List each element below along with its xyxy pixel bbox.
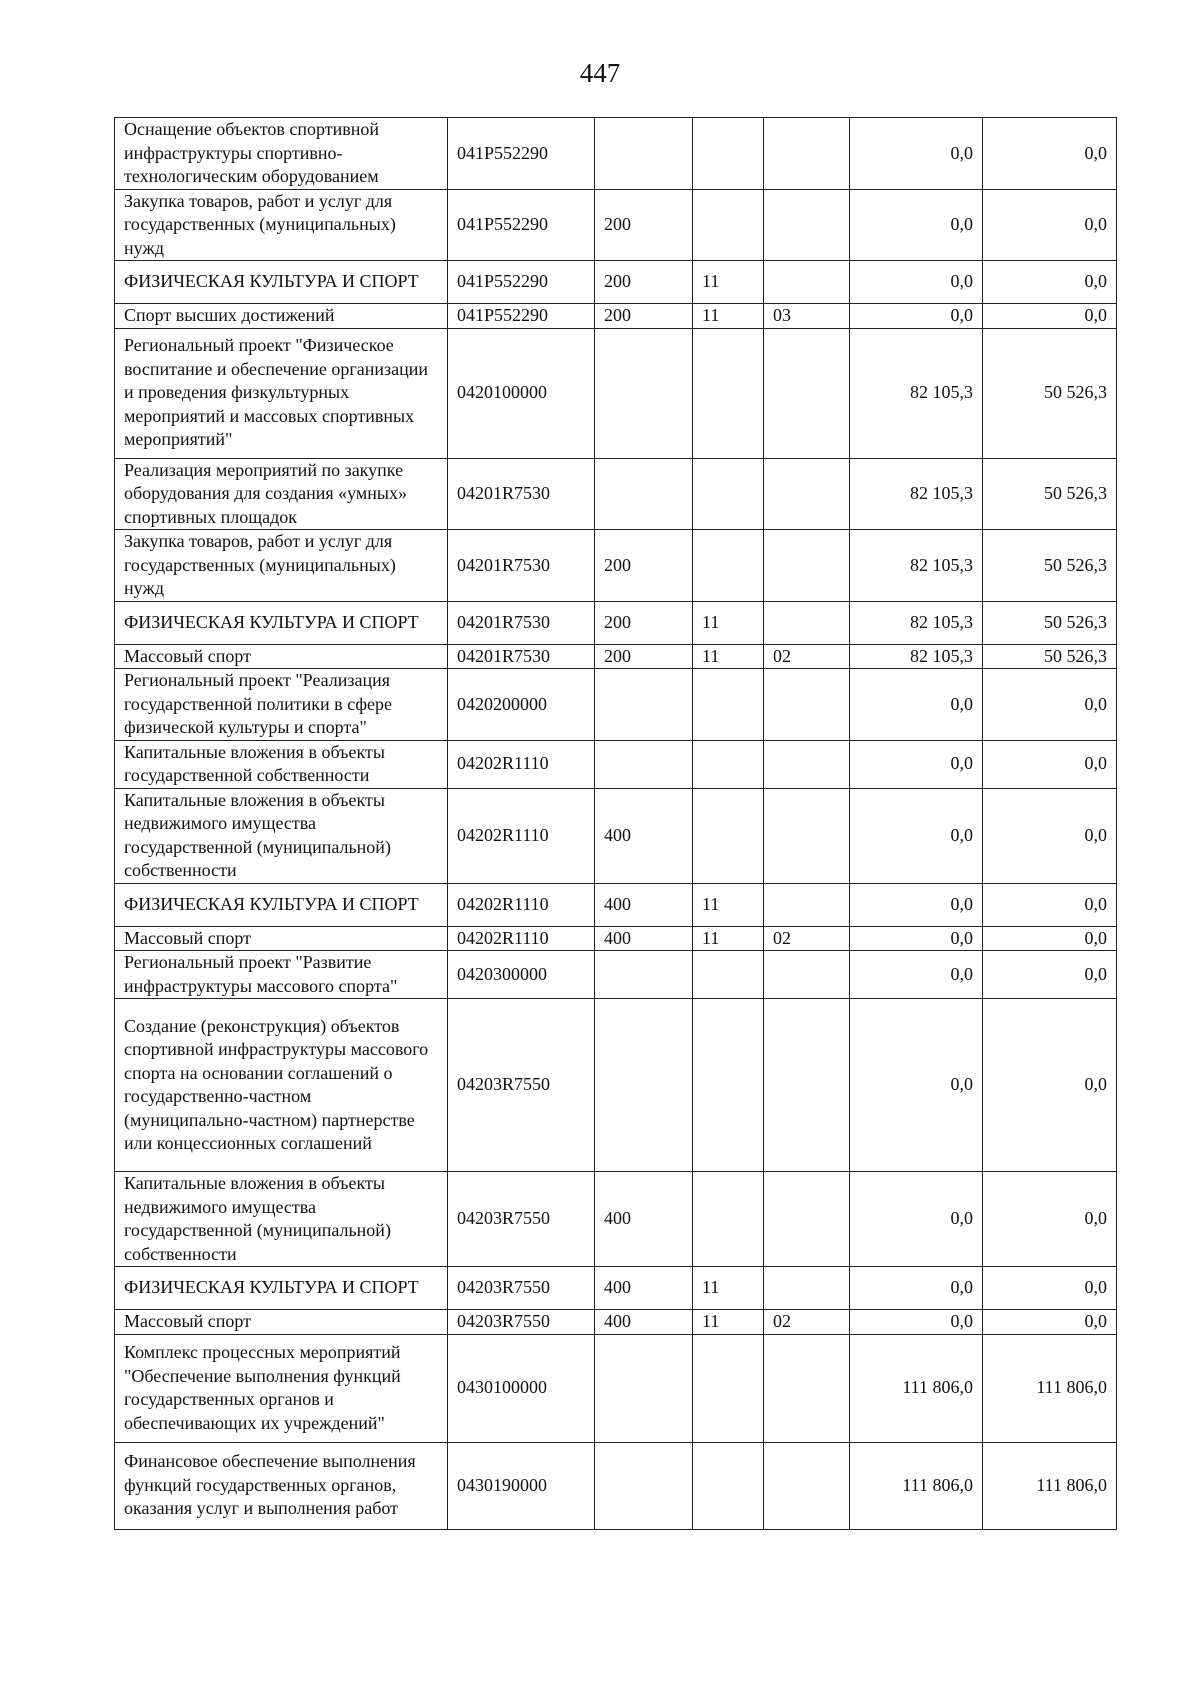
- table-row: [115, 999, 1117, 1172]
- csr-cell: 0430190000: [448, 1442, 595, 1529]
- table-row: [115, 644, 1117, 669]
- vr-cell: 400: [595, 1310, 693, 1335]
- csr-cell: 04203R7550: [448, 1310, 595, 1335]
- table-row: [115, 669, 1117, 741]
- name-cell: Капитальные вложения в объекты недвижимого имущества государственной (муниципальной) собственности: [115, 788, 448, 883]
- csr-cell: 041P552290: [448, 261, 595, 304]
- name-cell: Массовый спорт: [115, 644, 448, 669]
- pr-cell: [764, 189, 850, 261]
- csr-cell: 04201R7530: [448, 530, 595, 602]
- sum-1-cell: 0,0: [850, 926, 983, 951]
- rz-cell: 11: [693, 644, 764, 669]
- sum-1-cell: 82 105,3: [850, 530, 983, 602]
- sum-2-cell: 0,0: [983, 883, 1117, 926]
- vr-cell: [595, 458, 693, 530]
- sum-1-cell: 82 105,3: [850, 644, 983, 669]
- vr-cell: [595, 951, 693, 999]
- table-row: [115, 530, 1117, 602]
- rz-cell: [693, 999, 764, 1172]
- sum-2-cell: 50 526,3: [983, 458, 1117, 530]
- csr-cell: 041P552290: [448, 118, 595, 190]
- csr-cell: 04203R7550: [448, 999, 595, 1172]
- pr-cell: [764, 1442, 850, 1529]
- vr-cell: [595, 1442, 693, 1529]
- vr-cell: [595, 1334, 693, 1442]
- csr-cell: 0420100000: [448, 328, 595, 458]
- name-cell: Региональный проект "Развитие инфраструктуры массового спорта": [115, 951, 448, 999]
- sum-2-cell: 0,0: [983, 740, 1117, 788]
- rz-cell: [693, 328, 764, 458]
- sum-1-cell: 0,0: [850, 951, 983, 999]
- rz-cell: 11: [693, 1267, 764, 1310]
- rz-cell: 11: [693, 304, 764, 329]
- rz-cell: 11: [693, 1310, 764, 1335]
- pr-cell: [764, 118, 850, 190]
- csr-cell: 04203R7550: [448, 1172, 595, 1267]
- pr-cell: 02: [764, 1310, 850, 1335]
- vr-cell: 200: [595, 644, 693, 669]
- table-row: [115, 951, 1117, 999]
- csr-cell: 04202R1110: [448, 883, 595, 926]
- sum-1-cell: 0,0: [850, 1267, 983, 1310]
- pr-cell: [764, 883, 850, 926]
- csr-cell: 04202R1110: [448, 788, 595, 883]
- sum-1-cell: 0,0: [850, 304, 983, 329]
- sum-1-cell: 82 105,3: [850, 458, 983, 530]
- vr-cell: [595, 118, 693, 190]
- name-cell: ФИЗИЧЕСКАЯ КУЛЬТУРА И СПОРТ: [115, 261, 448, 304]
- sum-1-cell: 0,0: [850, 669, 983, 741]
- pr-cell: [764, 261, 850, 304]
- pr-cell: [764, 669, 850, 741]
- sum-1-cell: 82 105,3: [850, 601, 983, 644]
- name-cell: Капитальные вложения в объекты недвижимого имущества государственной (муниципальной) собственности: [115, 1172, 448, 1267]
- rz-cell: 11: [693, 883, 764, 926]
- table-row: [115, 328, 1117, 458]
- pr-cell: [764, 601, 850, 644]
- rz-cell: [693, 951, 764, 999]
- sum-2-cell: 0,0: [983, 118, 1117, 190]
- csr-cell: 0420300000: [448, 951, 595, 999]
- rz-cell: 11: [693, 926, 764, 951]
- rz-cell: [693, 189, 764, 261]
- name-cell: Реализация мероприятий по закупке оборудования для создания «умных» спортивных площадок: [115, 458, 448, 530]
- rz-cell: [693, 740, 764, 788]
- sum-2-cell: 111 806,0: [983, 1334, 1117, 1442]
- rz-cell: [693, 1442, 764, 1529]
- table-row: [115, 189, 1117, 261]
- pr-cell: [764, 1334, 850, 1442]
- sum-1-cell: 0,0: [850, 883, 983, 926]
- table-row: [115, 1310, 1117, 1335]
- name-cell: Закупка товаров, работ и услуг для государственных (муниципальных) нужд: [115, 189, 448, 261]
- sum-2-cell: 50 526,3: [983, 601, 1117, 644]
- name-cell: ФИЗИЧЕСКАЯ КУЛЬТУРА И СПОРТ: [115, 883, 448, 926]
- csr-cell: 04201R7530: [448, 601, 595, 644]
- pr-cell: [764, 740, 850, 788]
- table-row: [115, 926, 1117, 951]
- pr-cell: [764, 458, 850, 530]
- vr-cell: [595, 328, 693, 458]
- sum-2-cell: 0,0: [983, 788, 1117, 883]
- csr-cell: 0430100000: [448, 1334, 595, 1442]
- name-cell: Закупка товаров, работ и услуг для государственных (муниципальных) нужд: [115, 530, 448, 602]
- sum-2-cell: 0,0: [983, 1267, 1117, 1310]
- pr-cell: 02: [764, 644, 850, 669]
- sum-1-cell: 0,0: [850, 261, 983, 304]
- vr-cell: 400: [595, 788, 693, 883]
- csr-cell: 041P552290: [448, 189, 595, 261]
- csr-cell: 04201R7530: [448, 644, 595, 669]
- pr-cell: 02: [764, 926, 850, 951]
- pr-cell: 03: [764, 304, 850, 329]
- table-row: [115, 1267, 1117, 1310]
- csr-cell: 041P552290: [448, 304, 595, 329]
- name-cell: Спорт высших достижений: [115, 304, 448, 329]
- budget-table: [114, 117, 1117, 1530]
- vr-cell: 200: [595, 189, 693, 261]
- rz-cell: 11: [693, 601, 764, 644]
- vr-cell: 400: [595, 926, 693, 951]
- table-row: [115, 1334, 1117, 1442]
- table-row: [115, 740, 1117, 788]
- csr-cell: 04202R1110: [448, 740, 595, 788]
- rz-cell: [693, 1172, 764, 1267]
- rz-cell: 11: [693, 261, 764, 304]
- rz-cell: [693, 530, 764, 602]
- table-body: [115, 118, 1117, 1530]
- table-row: [115, 1442, 1117, 1529]
- table-row: [115, 458, 1117, 530]
- sum-1-cell: 0,0: [850, 118, 983, 190]
- vr-cell: [595, 999, 693, 1172]
- name-cell: Оснащение объектов спортивной инфраструктуры спортивно-технологическим оборудованием: [115, 118, 448, 190]
- csr-cell: 04201R7530: [448, 458, 595, 530]
- sum-1-cell: 0,0: [850, 1310, 983, 1335]
- sum-2-cell: 0,0: [983, 304, 1117, 329]
- sum-1-cell: 82 105,3: [850, 328, 983, 458]
- name-cell: Финансовое обеспечение выполнения функций государственных органов, оказания услуг и выполнения работ: [115, 1442, 448, 1529]
- table-row: [115, 788, 1117, 883]
- sum-2-cell: 0,0: [983, 999, 1117, 1172]
- vr-cell: 400: [595, 883, 693, 926]
- table-row: [115, 118, 1117, 190]
- vr-cell: 200: [595, 530, 693, 602]
- vr-cell: 200: [595, 261, 693, 304]
- sum-2-cell: 0,0: [983, 189, 1117, 261]
- pr-cell: [764, 1172, 850, 1267]
- vr-cell: 400: [595, 1267, 693, 1310]
- rz-cell: [693, 118, 764, 190]
- table-row: [115, 261, 1117, 304]
- csr-cell: 04202R1110: [448, 926, 595, 951]
- table-row: [115, 304, 1117, 329]
- sum-2-cell: 0,0: [983, 926, 1117, 951]
- vr-cell: 200: [595, 304, 693, 329]
- sum-1-cell: 111 806,0: [850, 1334, 983, 1442]
- page-number: 447: [579, 58, 621, 88]
- name-cell: Массовый спорт: [115, 1310, 448, 1335]
- csr-cell: 04203R7550: [448, 1267, 595, 1310]
- name-cell: Региональный проект "Физическое воспитание и обеспечение организации и проведения физкультурных мероприятий и массовых спортивных мероприятий": [115, 328, 448, 458]
- sum-1-cell: 111 806,0: [850, 1442, 983, 1529]
- name-cell: Массовый спорт: [115, 926, 448, 951]
- sum-2-cell: 50 526,3: [983, 644, 1117, 669]
- vr-cell: 200: [595, 601, 693, 644]
- vr-cell: [595, 740, 693, 788]
- pr-cell: [764, 999, 850, 1172]
- pr-cell: [764, 530, 850, 602]
- pr-cell: [764, 788, 850, 883]
- sum-1-cell: 0,0: [850, 1172, 983, 1267]
- sum-1-cell: 0,0: [850, 189, 983, 261]
- name-cell: Капитальные вложения в объекты государственной собственности: [115, 740, 448, 788]
- rz-cell: [693, 669, 764, 741]
- table-row: [115, 883, 1117, 926]
- sum-2-cell: 0,0: [983, 951, 1117, 999]
- sum-2-cell: 0,0: [983, 669, 1117, 741]
- rz-cell: [693, 788, 764, 883]
- rz-cell: [693, 1334, 764, 1442]
- name-cell: ФИЗИЧЕСКАЯ КУЛЬТУРА И СПОРТ: [115, 601, 448, 644]
- name-cell: Региональный проект "Реализация государственной политики в сфере физической культуры и спорта": [115, 669, 448, 741]
- pr-cell: [764, 951, 850, 999]
- table-row: [115, 601, 1117, 644]
- name-cell: ФИЗИЧЕСКАЯ КУЛЬТУРА И СПОРТ: [115, 1267, 448, 1310]
- sum-2-cell: 0,0: [983, 261, 1117, 304]
- sum-2-cell: 50 526,3: [983, 530, 1117, 602]
- pr-cell: [764, 1267, 850, 1310]
- rz-cell: [693, 458, 764, 530]
- name-cell: Комплекс процессных мероприятий "Обеспечение выполнения функций государственных органов и обеспечивающих их учреждений": [115, 1334, 448, 1442]
- sum-1-cell: 0,0: [850, 999, 983, 1172]
- sum-2-cell: 50 526,3: [983, 328, 1117, 458]
- csr-cell: 0420200000: [448, 669, 595, 741]
- table-row: [115, 1172, 1117, 1267]
- vr-cell: [595, 669, 693, 741]
- sum-1-cell: 0,0: [850, 740, 983, 788]
- sum-1-cell: 0,0: [850, 788, 983, 883]
- name-cell: Создание (реконструкция) объектов спортивной инфраструктуры массового спорта на основании соглашений о государственно-частном (муниципально-частном) партнерстве или концессионных соглашений: [115, 999, 448, 1172]
- sum-2-cell: 0,0: [983, 1310, 1117, 1335]
- sum-2-cell: 0,0: [983, 1172, 1117, 1267]
- vr-cell: 400: [595, 1172, 693, 1267]
- pr-cell: [764, 328, 850, 458]
- sum-2-cell: 111 806,0: [983, 1442, 1117, 1529]
